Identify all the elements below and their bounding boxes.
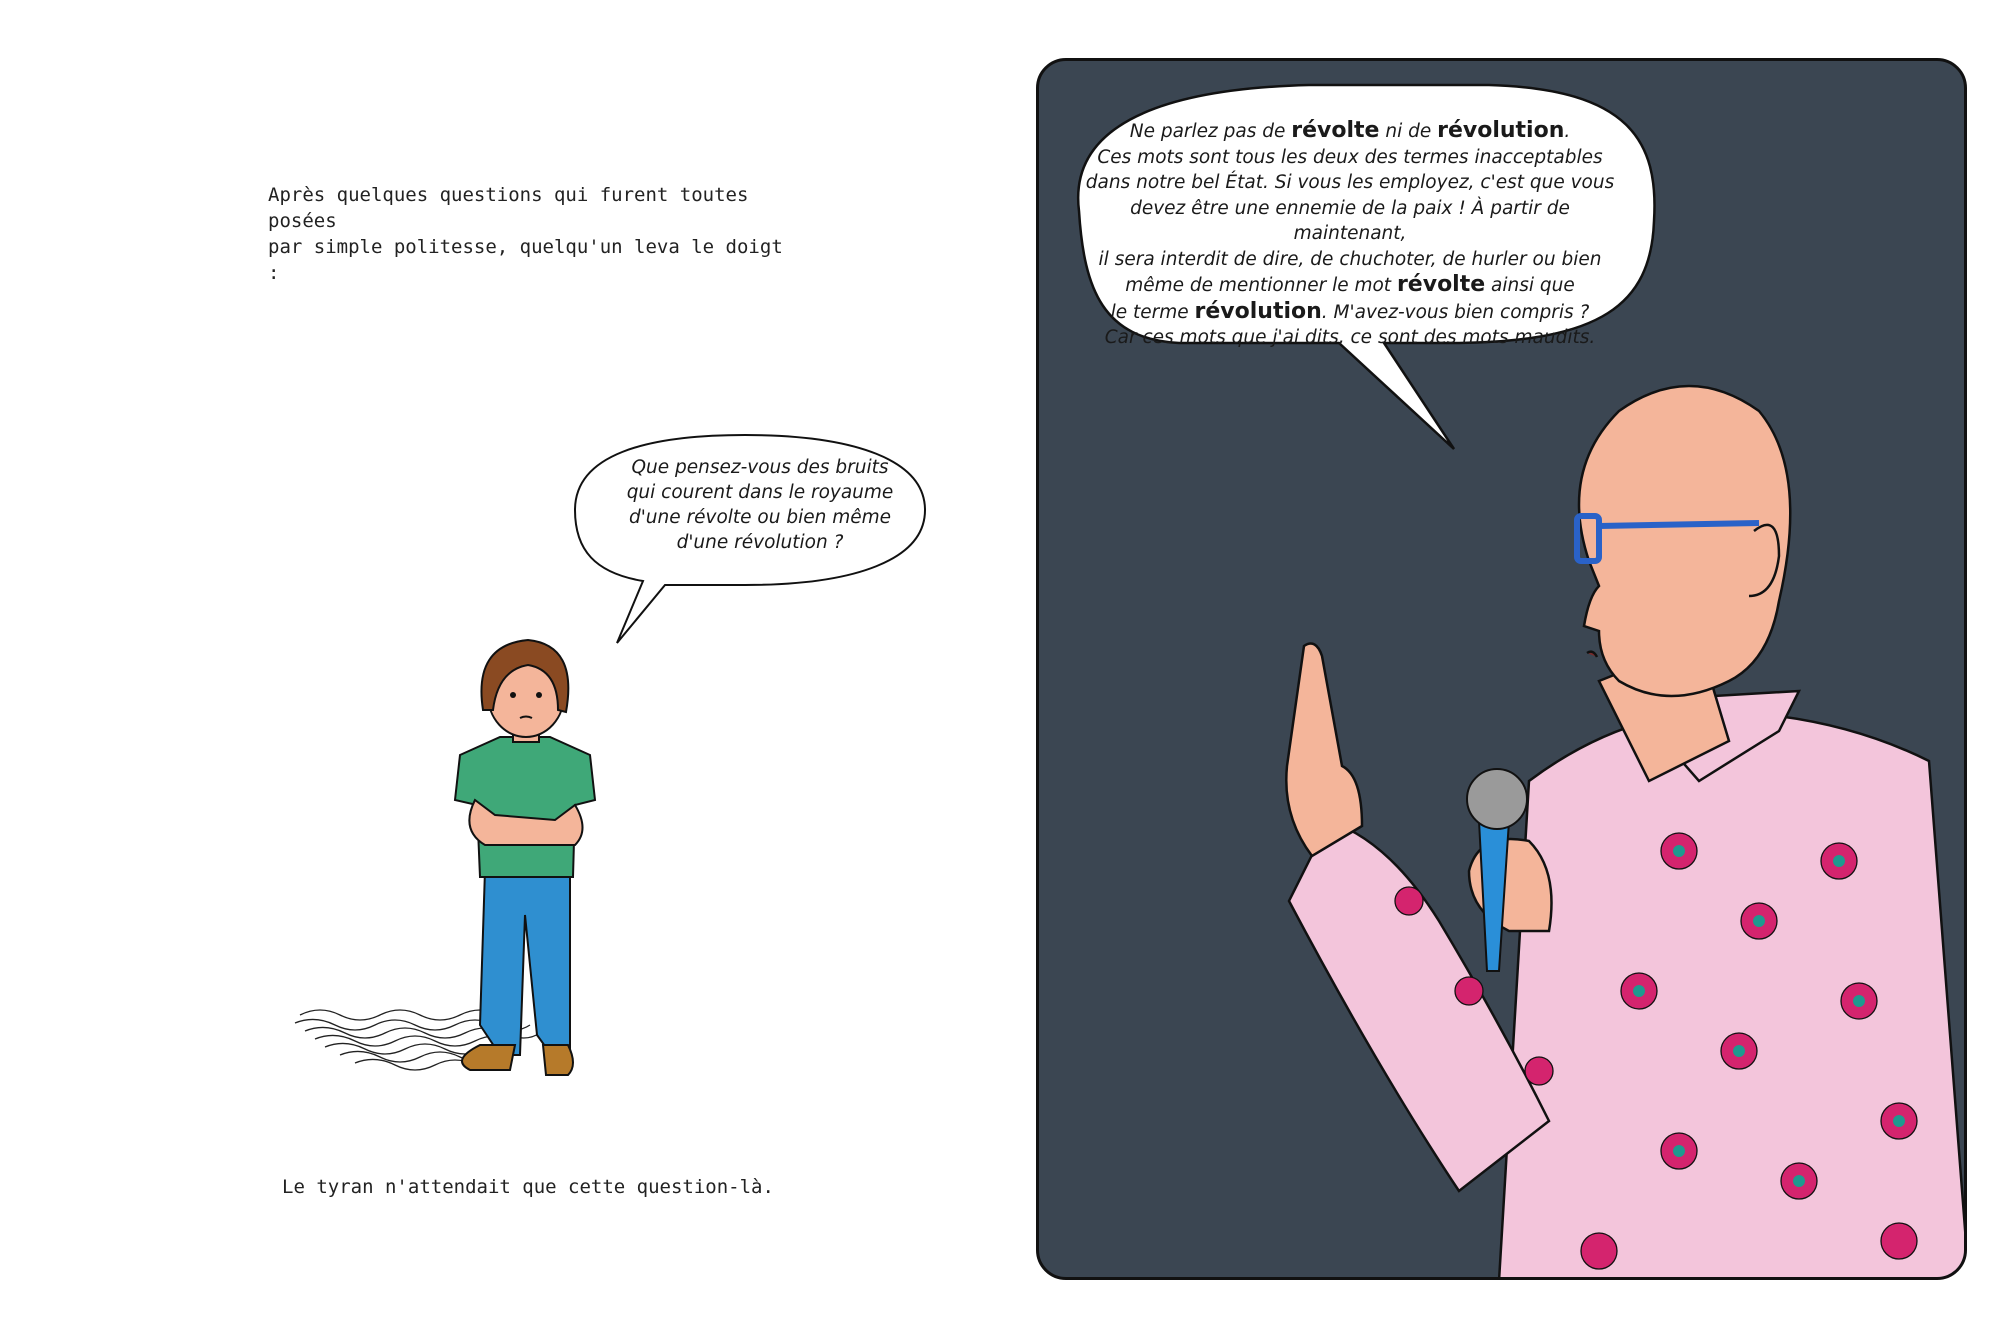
speech-line: il sera interdit de dire, de chuchoter, de hurler ou bien bbox=[1098, 248, 1602, 270]
speech-line bbox=[1080, 118, 1620, 145]
keyword-revolution: révolution bbox=[1194, 298, 1322, 324]
narration-line: par simple politesse, quelqu'un leva le doigt : bbox=[268, 236, 783, 284]
speech-fragment: même de mentionner le mot bbox=[1125, 275, 1397, 296]
keyword-revolte: révolte bbox=[1291, 118, 1380, 143]
speech-fragment: le terme bbox=[1110, 301, 1195, 323]
speech-fragment: ni de bbox=[1379, 121, 1438, 142]
speech-fragment: Ne parlez pas de bbox=[1129, 121, 1292, 142]
speech-line bbox=[1080, 272, 1620, 299]
speech-line: devez être une ennemie de la paix ! À partir de maintenant, bbox=[1130, 197, 1570, 244]
speech-text-tyrant bbox=[1080, 118, 1620, 351]
speech-fragment: ainsi que bbox=[1485, 275, 1575, 296]
girl-illustration bbox=[285, 615, 625, 1135]
narration-bottom: Le tyran n'attendait que cette question-là. bbox=[282, 1176, 774, 1198]
speech-line: dans notre bel État. Si vous les employez, c'est que vous bbox=[1085, 172, 1615, 193]
speech-line: qui courent dans le royaume bbox=[626, 482, 894, 503]
keyword-revolution: révolution bbox=[1437, 118, 1565, 143]
speech-fragment: . bbox=[1564, 121, 1571, 142]
keyword-revolte: révolte bbox=[1396, 272, 1486, 297]
speech-line: Ces mots sont tous les deux des termes inacceptables bbox=[1097, 146, 1603, 168]
speech-line: d'une révolution ? bbox=[676, 532, 844, 553]
speech-line: Car ces mots que j'ai dits, ce sont des mots maudits. bbox=[1104, 327, 1596, 348]
narration-line: Après quelques questions qui furent toutes posées bbox=[268, 184, 749, 232]
speech-fragment: . M'avez-vous bien compris ? bbox=[1321, 301, 1590, 323]
speech-line bbox=[1080, 299, 1620, 326]
speech-line: d'une révolte ou bien même bbox=[628, 507, 892, 528]
speech-line: Que pensez-vous des bruits bbox=[631, 457, 889, 478]
narration-top bbox=[268, 182, 788, 286]
speech-text-girl bbox=[590, 455, 930, 555]
